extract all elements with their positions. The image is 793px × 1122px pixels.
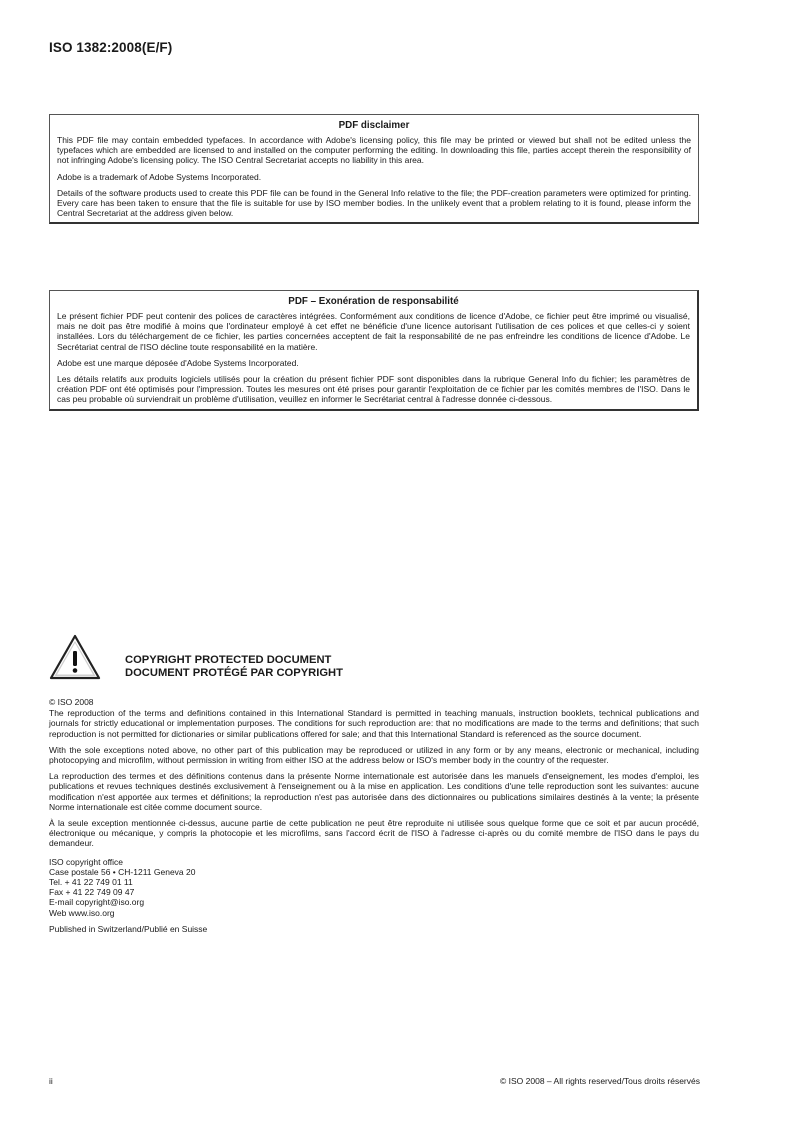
address-tel: Tel. + 41 22 749 01 11 [49,877,133,888]
pdf-disclaimer-box [49,114,699,224]
page-number: ii [49,1076,53,1086]
pdf-disclaimer-fr-box [49,290,699,411]
disclaimer-fr-paragraph: Les détails relatifs aux produits logiciels utilisés pour la création du présent fichier PDF sont disponibles dans la rubrique General Info du fichier; les paramètres de création PDF ont été optimisés pour l'impression. Toutes les mesures ont été prises pour garantir l'exploitation de ce fichier par les comités membres de l'ISO. Dans le cas peu probable où surviendrait un problème d'utilisation, veuillez en informer le Secrétariat central à l'adresse donnée ci-dessous. [57,374,690,405]
disclaimer-title: PDF disclaimer [338,120,410,131]
copyright-heading-fr: DOCUMENT PROTÉGÉ PAR COPYRIGHT [125,667,343,679]
copyright-heading [125,654,343,680]
warning-triangle-icon [49,634,101,680]
disclaimer-fr-paragraph: Adobe est une marque déposée d'Adobe Systems Incorporated. [57,357,299,368]
address-fax: Fax + 41 22 749 09 47 [49,887,135,898]
copyright-body [49,697,699,934]
copyright-heading-en: COPYRIGHT PROTECTED DOCUMENT [125,654,332,666]
disclaimer-paragraph: Details of the software products used to create this PDF file can be found in the General Info relative to the file; the PDF-creation parameters were optimized for printing. Every care has been taken to ensure that the file is suitable for use by ISO member bodies. In the unlikely event that a problem relating to it is found, please inform the Central Secretariat at the address given below. [57,187,691,219]
copyright-paragraph: À la seule exception mentionnée ci-dessus, aucune partie de cette publication ne peut être reproduite ni utilisée sous quelque forme que ce soit et par aucun procédé, électronique ou mécanique, y compris la photocopie et les microfilms, sans l'accord écrit de l'ISO à l'adresse ci-après ou du comité membre de l'ISO dans le pays du demandeur. [49,818,699,849]
footer-rights: © ISO 2008 – All rights reserved/Tous droits réservés [500,1076,700,1086]
copyright-paragraph: The reproduction of the terms and definitions contained in this International Standard is permitted in teaching manuals, instruction booklets, technical publications and journals for strictly educational or implementation purposes. The conditions for such reproduction are: that no modifications are made to the terms and definitions; that such reproduction is not permitted for dictionaries or similar publications offered for sale; and that this International Standard is referenced as the source document. [49,708,699,739]
disclaimer-paragraph: This PDF file may contain embedded typefaces. In accordance with Adobe's licensing policy, this file may be printed or viewed but shall not be edited unless the typefaces which are embedded are licensed to and installed on the computer performing the editing. In downloading this file, parties accept therein the responsibility of not infringing Adobe's licensing policy. The ISO Central Secretariat accepts no liability in this area. [57,135,691,166]
address-block [49,857,699,918]
address-postal: Case postale 56 • CH-1211 Geneva 20 [49,866,196,877]
document-id: ISO 1382:2008(E/F) [49,40,173,55]
disclaimer-fr-paragraph: Le présent fichier PDF peut contenir des polices de caractères intégrées. Conformément aux conditions de licence d'Adobe, ce fichier peut être imprimé ou visualisé, mais ne doit pas être modifié à moins que l'ordinateur employé à cet effet ne bénéficie d'une licence autorisant l'utilisation de ces polices et que celles-ci y soient installées. Lors du téléchargement de ce fichier, les parties concernées acceptent de fait la responsabilité de ne pas enfreindre les conditions de licence d'Adobe. Le Secrétariat central de l'ISO décline toute responsabilité en la matière. [57,311,690,352]
address-office: ISO copyright office [49,856,124,867]
copyright-symbol-line: © ISO 2008 [49,697,94,707]
disclaimer-fr-title: PDF – Exonération de responsabilité [288,296,459,307]
address-email: E-mail copyright@iso.org [49,897,145,908]
address-web: Web www.iso.org [49,907,115,918]
copyright-paragraph: La reproduction des termes et des définitions contenus dans la présente Norme internationale est autorisée dans les manuels d'enseignement, les modes d'emploi, les publications et revues techniques destinés exclusivement à l'enseignement ou à la mise en application. Les conditions d'une telle reproduction sont les suivantes: aucune modification n'est apportée aux termes et définitions; la reproduction n'est pas autorisée dans des dictionnaires ou publications similaires destinés à la vente; la présente Norme internationale est citée comme document source. [49,771,699,812]
published-line: Published in Switzerland/Publié en Suisse [49,923,208,934]
copyright-paragraph: With the sole exceptions noted above, no other part of this publication may be reproduced or utilized in any form or by any means, electronic or mechanical, including photocopying and microfilm, without permission in writing from either ISO at the address below or ISO's member body in the country of the requester. [49,744,699,766]
disclaimer-paragraph: Adobe is a trademark of Adobe Systems Incorporated. [57,171,262,182]
